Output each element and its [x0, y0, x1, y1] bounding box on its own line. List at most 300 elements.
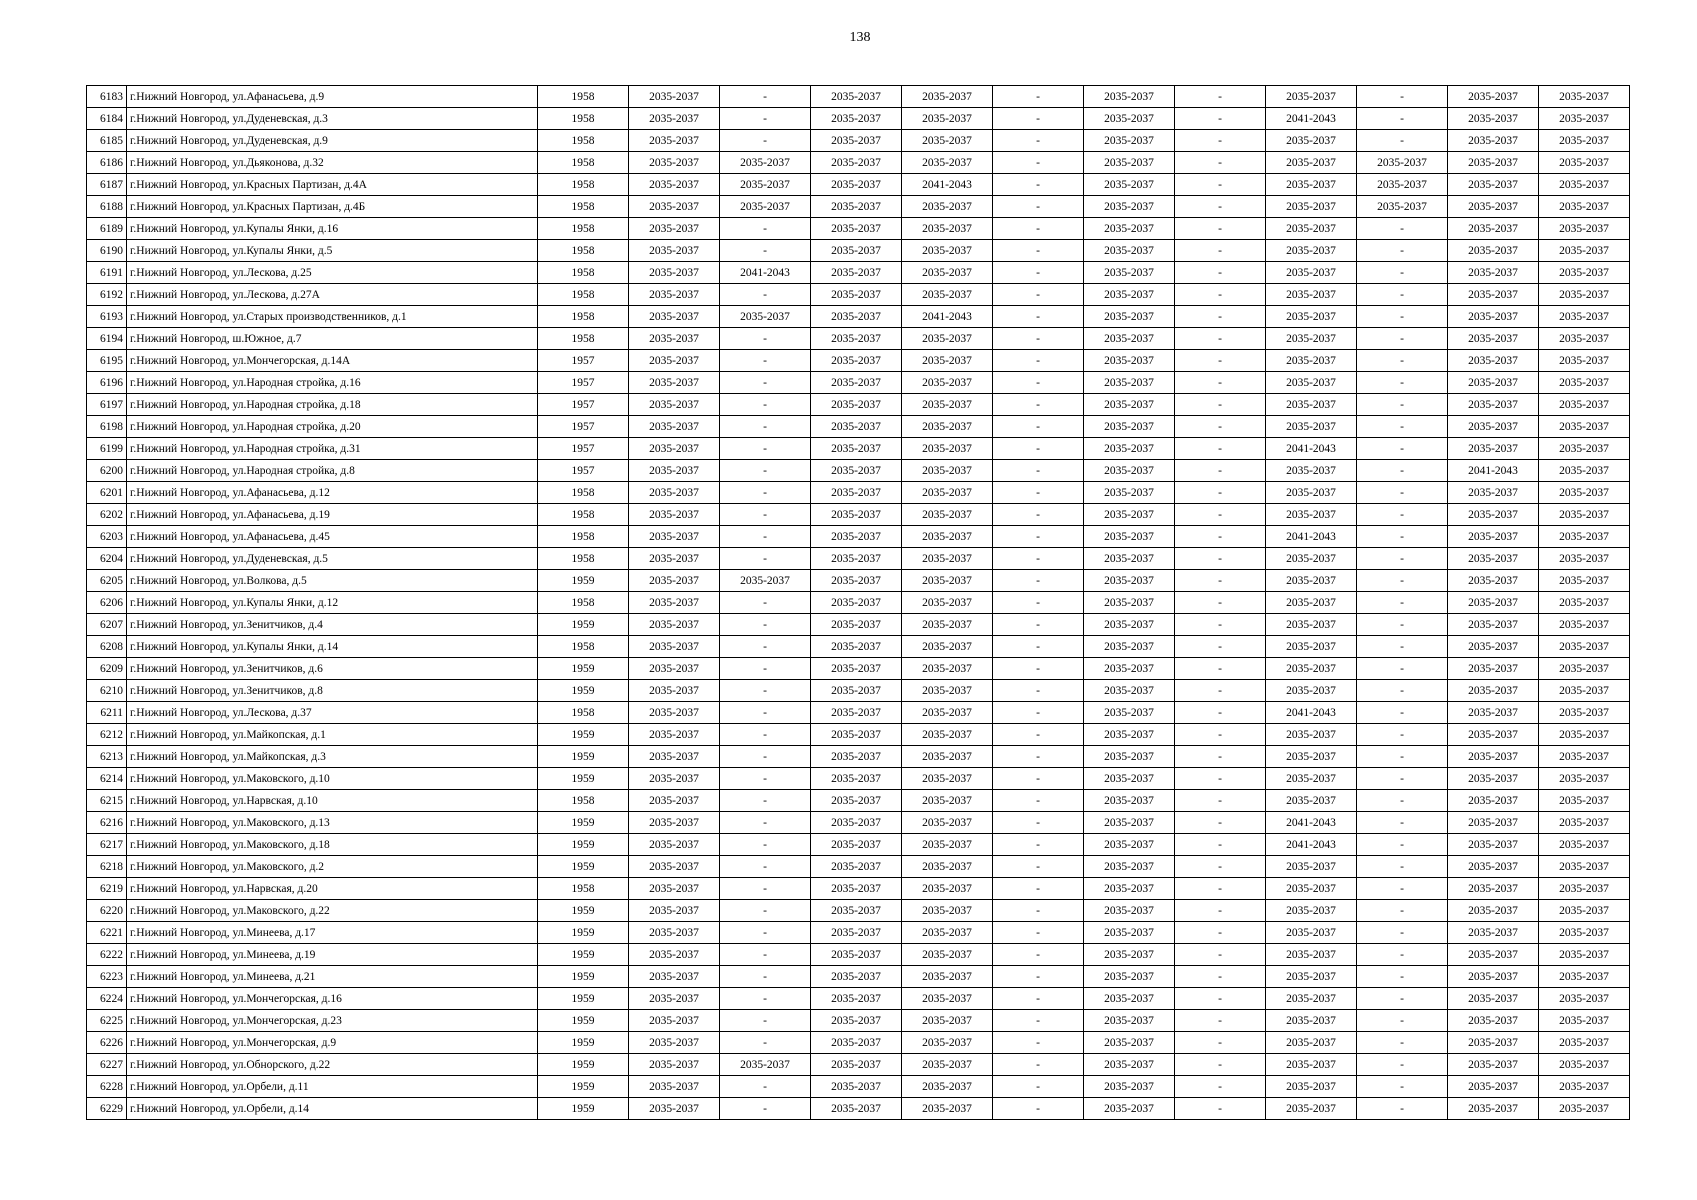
- period-cell: -: [720, 834, 811, 856]
- period-cell: 2035-2037: [902, 86, 993, 108]
- period-cell: 2035-2037: [1084, 746, 1175, 768]
- period-cell: 2035-2037: [629, 460, 720, 482]
- period-cell: 2041-2043: [1266, 526, 1357, 548]
- row-number: 6229: [87, 1098, 127, 1120]
- period-cell: 2035-2037: [629, 240, 720, 262]
- period-cell: -: [993, 570, 1084, 592]
- period-cell: 2035-2037: [1539, 922, 1630, 944]
- year-built-cell: 1958: [538, 592, 629, 614]
- period-cell: -: [993, 460, 1084, 482]
- period-cell: 2035-2037: [629, 196, 720, 218]
- period-cell: 2035-2037: [1084, 108, 1175, 130]
- period-cell: 2041-2043: [1266, 702, 1357, 724]
- period-cell: -: [1357, 900, 1448, 922]
- period-cell: -: [1175, 1010, 1266, 1032]
- period-cell: 2035-2037: [1084, 174, 1175, 196]
- period-cell: 2035-2037: [629, 724, 720, 746]
- period-cell: 2035-2037: [1539, 152, 1630, 174]
- period-cell: 2035-2037: [1084, 504, 1175, 526]
- period-cell: 2035-2037: [1539, 86, 1630, 108]
- period-cell: 2035-2037: [1539, 1010, 1630, 1032]
- year-built-cell: 1959: [538, 856, 629, 878]
- period-cell: 2035-2037: [1266, 636, 1357, 658]
- period-cell: 2035-2037: [811, 1032, 902, 1054]
- year-built-cell: 1959: [538, 768, 629, 790]
- period-cell: 2035-2037: [811, 834, 902, 856]
- table-row: [87, 812, 1630, 834]
- period-cell: 2035-2037: [1539, 790, 1630, 812]
- period-cell: 2035-2037: [1266, 86, 1357, 108]
- period-cell: 2035-2037: [1266, 1010, 1357, 1032]
- period-cell: 2035-2037: [1266, 614, 1357, 636]
- table-row: [87, 284, 1630, 306]
- period-cell: 2035-2037: [902, 658, 993, 680]
- period-cell: -: [1357, 1032, 1448, 1054]
- period-cell: 2035-2037: [1266, 196, 1357, 218]
- period-cell: 2035-2037: [1448, 306, 1539, 328]
- period-cell: -: [720, 240, 811, 262]
- period-cell: 2035-2037: [1539, 768, 1630, 790]
- address-cell: г.Нижний Новгород, ул.Дуденевская, д.5: [127, 548, 538, 570]
- period-cell: 2035-2037: [629, 1098, 720, 1120]
- row-number: 6199: [87, 438, 127, 460]
- period-cell: 2035-2037: [1539, 658, 1630, 680]
- period-cell: -: [1175, 394, 1266, 416]
- row-number: 6223: [87, 966, 127, 988]
- address-cell: г.Нижний Новгород, ул.Минеева, д.21: [127, 966, 538, 988]
- address-cell: г.Нижний Новгород, ул.Народная стройка, д.8: [127, 460, 538, 482]
- year-built-cell: 1957: [538, 460, 629, 482]
- year-built-cell: 1959: [538, 746, 629, 768]
- period-cell: -: [1357, 86, 1448, 108]
- period-cell: -: [720, 394, 811, 416]
- year-built-cell: 1958: [538, 240, 629, 262]
- table-row: [87, 460, 1630, 482]
- table-row: [87, 482, 1630, 504]
- period-cell: 2035-2037: [811, 438, 902, 460]
- period-cell: 2035-2037: [902, 438, 993, 460]
- period-cell: -: [1357, 592, 1448, 614]
- period-cell: -: [993, 350, 1084, 372]
- period-cell: 2035-2037: [1448, 196, 1539, 218]
- period-cell: -: [993, 966, 1084, 988]
- period-cell: -: [993, 504, 1084, 526]
- year-built-cell: 1958: [538, 548, 629, 570]
- table-row: [87, 218, 1630, 240]
- period-cell: 2035-2037: [1084, 812, 1175, 834]
- period-cell: 2035-2037: [1539, 504, 1630, 526]
- period-cell: -: [1175, 724, 1266, 746]
- period-cell: 2035-2037: [902, 526, 993, 548]
- address-cell: г.Нижний Новгород, ул.Мончегорская, д.9: [127, 1032, 538, 1054]
- period-cell: 2035-2037: [902, 570, 993, 592]
- period-cell: -: [993, 262, 1084, 284]
- period-cell: -: [1357, 702, 1448, 724]
- period-cell: 2035-2037: [1539, 1032, 1630, 1054]
- period-cell: -: [720, 372, 811, 394]
- period-cell: 2035-2037: [1539, 702, 1630, 724]
- period-cell: 2035-2037: [1448, 152, 1539, 174]
- period-cell: 2035-2037: [1539, 878, 1630, 900]
- period-cell: -: [1175, 1032, 1266, 1054]
- period-cell: 2035-2037: [1539, 196, 1630, 218]
- year-built-cell: 1958: [538, 196, 629, 218]
- period-cell: 2035-2037: [811, 218, 902, 240]
- address-cell: г.Нижний Новгород, ул.Купалы Янки, д.5: [127, 240, 538, 262]
- period-cell: -: [1175, 988, 1266, 1010]
- housing-repair-schedule-table: [86, 85, 1630, 1120]
- period-cell: 2035-2037: [811, 966, 902, 988]
- period-cell: 2035-2037: [1084, 702, 1175, 724]
- period-cell: -: [720, 636, 811, 658]
- period-cell: -: [993, 218, 1084, 240]
- row-number: 6196: [87, 372, 127, 394]
- period-cell: 2035-2037: [902, 944, 993, 966]
- period-cell: 2035-2037: [629, 988, 720, 1010]
- address-cell: г.Нижний Новгород, ул.Маковского, д.22: [127, 900, 538, 922]
- period-cell: 2035-2037: [629, 350, 720, 372]
- period-cell: 2035-2037: [902, 1076, 993, 1098]
- period-cell: 2035-2037: [1266, 988, 1357, 1010]
- period-cell: -: [1357, 746, 1448, 768]
- period-cell: 2035-2037: [902, 988, 993, 1010]
- period-cell: 2035-2037: [629, 130, 720, 152]
- period-cell: -: [720, 548, 811, 570]
- period-cell: 2035-2037: [902, 130, 993, 152]
- period-cell: 2035-2037: [811, 922, 902, 944]
- period-cell: 2035-2037: [811, 548, 902, 570]
- period-cell: 2035-2037: [1084, 218, 1175, 240]
- period-cell: 2035-2037: [811, 174, 902, 196]
- period-cell: -: [720, 878, 811, 900]
- period-cell: -: [993, 1098, 1084, 1120]
- period-cell: 2035-2037: [1084, 416, 1175, 438]
- period-cell: -: [1357, 262, 1448, 284]
- period-cell: 2035-2037: [902, 328, 993, 350]
- period-cell: 2035-2037: [1448, 240, 1539, 262]
- period-cell: -: [720, 702, 811, 724]
- period-cell: 2035-2037: [1266, 1054, 1357, 1076]
- address-cell: г.Нижний Новгород, ул.Народная стройка, д.18: [127, 394, 538, 416]
- period-cell: 2035-2037: [902, 262, 993, 284]
- period-cell: -: [1175, 306, 1266, 328]
- period-cell: 2035-2037: [902, 922, 993, 944]
- period-cell: 2035-2037: [902, 592, 993, 614]
- period-cell: 2035-2037: [1084, 988, 1175, 1010]
- period-cell: 2035-2037: [720, 174, 811, 196]
- period-cell: 2035-2037: [902, 218, 993, 240]
- table-row: [87, 636, 1630, 658]
- period-cell: 2035-2037: [1448, 262, 1539, 284]
- period-cell: -: [1175, 966, 1266, 988]
- period-cell: 2035-2037: [1448, 658, 1539, 680]
- period-cell: 2035-2037: [629, 1076, 720, 1098]
- period-cell: 2035-2037: [902, 350, 993, 372]
- period-cell: 2035-2037: [629, 416, 720, 438]
- period-cell: 2035-2037: [629, 1054, 720, 1076]
- address-cell: г.Нижний Новгород, ул.Майкопская, д.3: [127, 746, 538, 768]
- period-cell: 2035-2037: [1084, 240, 1175, 262]
- period-cell: -: [993, 724, 1084, 746]
- table-row: [87, 922, 1630, 944]
- year-built-cell: 1959: [538, 834, 629, 856]
- row-number: 6184: [87, 108, 127, 130]
- period-cell: 2035-2037: [1084, 394, 1175, 416]
- period-cell: -: [1175, 262, 1266, 284]
- period-cell: 2035-2037: [1539, 284, 1630, 306]
- period-cell: 2035-2037: [629, 790, 720, 812]
- address-cell: г.Нижний Новгород, ул.Нарвская, д.20: [127, 878, 538, 900]
- period-cell: 2035-2037: [1084, 1032, 1175, 1054]
- address-cell: г.Нижний Новгород, ул.Красных Партизан, д.4А: [127, 174, 538, 196]
- period-cell: 2035-2037: [902, 460, 993, 482]
- row-number: 6195: [87, 350, 127, 372]
- period-cell: 2035-2037: [1266, 262, 1357, 284]
- period-cell: 2035-2037: [1084, 328, 1175, 350]
- period-cell: -: [720, 460, 811, 482]
- row-number: 6185: [87, 130, 127, 152]
- period-cell: 2035-2037: [1539, 482, 1630, 504]
- period-cell: 2035-2037: [1539, 372, 1630, 394]
- row-number: 6211: [87, 702, 127, 724]
- period-cell: 2035-2037: [629, 658, 720, 680]
- period-cell: -: [720, 504, 811, 526]
- period-cell: -: [993, 328, 1084, 350]
- period-cell: -: [1357, 130, 1448, 152]
- period-cell: -: [1175, 636, 1266, 658]
- period-cell: 2035-2037: [1539, 438, 1630, 460]
- period-cell: 2035-2037: [1448, 1010, 1539, 1032]
- period-cell: 2035-2037: [1266, 790, 1357, 812]
- period-cell: -: [1175, 834, 1266, 856]
- period-cell: 2035-2037: [1266, 856, 1357, 878]
- period-cell: 2035-2037: [1266, 416, 1357, 438]
- period-cell: -: [1175, 812, 1266, 834]
- period-cell: 2035-2037: [629, 438, 720, 460]
- period-cell: -: [993, 614, 1084, 636]
- period-cell: 2035-2037: [1448, 1076, 1539, 1098]
- period-cell: 2035-2037: [811, 262, 902, 284]
- period-cell: 2035-2037: [1266, 966, 1357, 988]
- period-cell: -: [1357, 768, 1448, 790]
- period-cell: 2035-2037: [1539, 1076, 1630, 1098]
- row-number: 6205: [87, 570, 127, 592]
- period-cell: 2041-2043: [1266, 438, 1357, 460]
- row-number: 6198: [87, 416, 127, 438]
- address-cell: г.Нижний Новгород, ул.Дуденевская, д.3: [127, 108, 538, 130]
- address-cell: г.Нижний Новгород, ул.Маковского, д.10: [127, 768, 538, 790]
- period-cell: -: [993, 592, 1084, 614]
- period-cell: 2035-2037: [811, 1010, 902, 1032]
- period-cell: 2035-2037: [811, 592, 902, 614]
- year-built-cell: 1959: [538, 1032, 629, 1054]
- period-cell: 2035-2037: [1266, 350, 1357, 372]
- period-cell: 2035-2037: [1539, 966, 1630, 988]
- period-cell: -: [1175, 526, 1266, 548]
- period-cell: 2035-2037: [1448, 1098, 1539, 1120]
- period-cell: 2035-2037: [629, 394, 720, 416]
- period-cell: 2035-2037: [902, 746, 993, 768]
- period-cell: 2035-2037: [1448, 702, 1539, 724]
- period-cell: 2035-2037: [1266, 746, 1357, 768]
- period-cell: -: [1175, 944, 1266, 966]
- period-cell: 2035-2037: [811, 416, 902, 438]
- period-cell: 2035-2037: [1266, 900, 1357, 922]
- period-cell: -: [720, 944, 811, 966]
- year-built-cell: 1958: [538, 504, 629, 526]
- period-cell: 2035-2037: [1448, 548, 1539, 570]
- period-cell: 2035-2037: [902, 482, 993, 504]
- period-cell: -: [993, 526, 1084, 548]
- period-cell: 2035-2037: [629, 702, 720, 724]
- period-cell: -: [1175, 438, 1266, 460]
- period-cell: 2035-2037: [1266, 460, 1357, 482]
- period-cell: -: [1175, 196, 1266, 218]
- period-cell: 2035-2037: [1539, 570, 1630, 592]
- period-cell: 2035-2037: [1266, 306, 1357, 328]
- period-cell: -: [720, 746, 811, 768]
- period-cell: -: [720, 350, 811, 372]
- period-cell: 2035-2037: [1539, 746, 1630, 768]
- period-cell: 2035-2037: [1084, 350, 1175, 372]
- period-cell: -: [720, 1098, 811, 1120]
- period-cell: -: [993, 658, 1084, 680]
- table-row: [87, 746, 1630, 768]
- period-cell: 2035-2037: [1539, 416, 1630, 438]
- row-number: 6217: [87, 834, 127, 856]
- period-cell: 2035-2037: [1266, 922, 1357, 944]
- period-cell: 2035-2037: [1266, 284, 1357, 306]
- period-cell: 2035-2037: [1448, 218, 1539, 240]
- period-cell: -: [1175, 416, 1266, 438]
- year-built-cell: 1958: [538, 328, 629, 350]
- period-cell: -: [993, 878, 1084, 900]
- period-cell: -: [1357, 834, 1448, 856]
- table-row: [87, 438, 1630, 460]
- row-number: 6202: [87, 504, 127, 526]
- period-cell: 2035-2037: [811, 1076, 902, 1098]
- table-row: [87, 196, 1630, 218]
- period-cell: -: [993, 174, 1084, 196]
- period-cell: 2035-2037: [811, 636, 902, 658]
- period-cell: 2035-2037: [1539, 306, 1630, 328]
- row-number: 6204: [87, 548, 127, 570]
- period-cell: 2035-2037: [1084, 570, 1175, 592]
- period-cell: 2035-2037: [811, 1098, 902, 1120]
- period-cell: 2035-2037: [629, 570, 720, 592]
- period-cell: 2035-2037: [811, 328, 902, 350]
- period-cell: 2035-2037: [811, 152, 902, 174]
- period-cell: -: [1175, 702, 1266, 724]
- period-cell: 2035-2037: [1539, 108, 1630, 130]
- period-cell: -: [993, 768, 1084, 790]
- period-cell: 2035-2037: [1539, 240, 1630, 262]
- period-cell: -: [1175, 372, 1266, 394]
- table-row: [87, 702, 1630, 724]
- table-row: [87, 350, 1630, 372]
- period-cell: 2035-2037: [902, 856, 993, 878]
- period-cell: 2035-2037: [1266, 680, 1357, 702]
- period-cell: 2035-2037: [720, 306, 811, 328]
- year-built-cell: 1959: [538, 944, 629, 966]
- period-cell: -: [1175, 1098, 1266, 1120]
- period-cell: 2035-2037: [1084, 944, 1175, 966]
- period-cell: -: [993, 790, 1084, 812]
- row-number: 6210: [87, 680, 127, 702]
- period-cell: 2035-2037: [811, 680, 902, 702]
- period-cell: 2035-2037: [629, 856, 720, 878]
- period-cell: 2035-2037: [811, 570, 902, 592]
- period-cell: -: [1357, 1054, 1448, 1076]
- table-row: [87, 988, 1630, 1010]
- period-cell: -: [1175, 284, 1266, 306]
- period-cell: -: [993, 680, 1084, 702]
- period-cell: 2035-2037: [629, 482, 720, 504]
- year-built-cell: 1958: [538, 262, 629, 284]
- period-cell: 2035-2037: [1448, 922, 1539, 944]
- period-cell: 2035-2037: [1084, 966, 1175, 988]
- row-number: 6220: [87, 900, 127, 922]
- period-cell: -: [993, 988, 1084, 1010]
- period-cell: -: [720, 592, 811, 614]
- period-cell: 2035-2037: [1084, 284, 1175, 306]
- table-row: [87, 394, 1630, 416]
- period-cell: 2035-2037: [902, 702, 993, 724]
- period-cell: -: [993, 152, 1084, 174]
- table-row: [87, 548, 1630, 570]
- period-cell: 2035-2037: [811, 790, 902, 812]
- period-cell: 2035-2037: [902, 724, 993, 746]
- row-number: 6186: [87, 152, 127, 174]
- period-cell: 2035-2037: [629, 284, 720, 306]
- period-cell: 2035-2037: [1448, 394, 1539, 416]
- period-cell: 2035-2037: [902, 878, 993, 900]
- period-cell: 2035-2037: [902, 394, 993, 416]
- period-cell: -: [720, 482, 811, 504]
- period-cell: -: [1357, 548, 1448, 570]
- table-row: [87, 240, 1630, 262]
- year-built-cell: 1958: [538, 174, 629, 196]
- period-cell: 2035-2037: [1266, 218, 1357, 240]
- period-cell: 2035-2037: [902, 372, 993, 394]
- period-cell: 2035-2037: [1448, 108, 1539, 130]
- year-built-cell: 1958: [538, 86, 629, 108]
- period-cell: -: [1175, 108, 1266, 130]
- year-built-cell: 1958: [538, 218, 629, 240]
- year-built-cell: 1958: [538, 108, 629, 130]
- period-cell: 2035-2037: [629, 812, 720, 834]
- period-cell: 2035-2037: [1084, 790, 1175, 812]
- period-cell: -: [993, 284, 1084, 306]
- period-cell: -: [720, 1010, 811, 1032]
- period-cell: 2035-2037: [902, 1032, 993, 1054]
- address-cell: г.Нижний Новгород, ул.Народная стройка, д.16: [127, 372, 538, 394]
- period-cell: 2035-2037: [1084, 372, 1175, 394]
- year-built-cell: 1958: [538, 130, 629, 152]
- row-number: 6224: [87, 988, 127, 1010]
- period-cell: -: [993, 746, 1084, 768]
- period-cell: 2041-2043: [720, 262, 811, 284]
- row-number: 6201: [87, 482, 127, 504]
- period-cell: 2035-2037: [1539, 636, 1630, 658]
- table-row: [87, 1054, 1630, 1076]
- period-cell: 2035-2037: [1448, 614, 1539, 636]
- address-cell: г.Нижний Новгород, ул.Лескова, д.25: [127, 262, 538, 284]
- period-cell: 2035-2037: [1084, 680, 1175, 702]
- period-cell: 2035-2037: [1357, 152, 1448, 174]
- period-cell: -: [993, 196, 1084, 218]
- period-cell: -: [993, 922, 1084, 944]
